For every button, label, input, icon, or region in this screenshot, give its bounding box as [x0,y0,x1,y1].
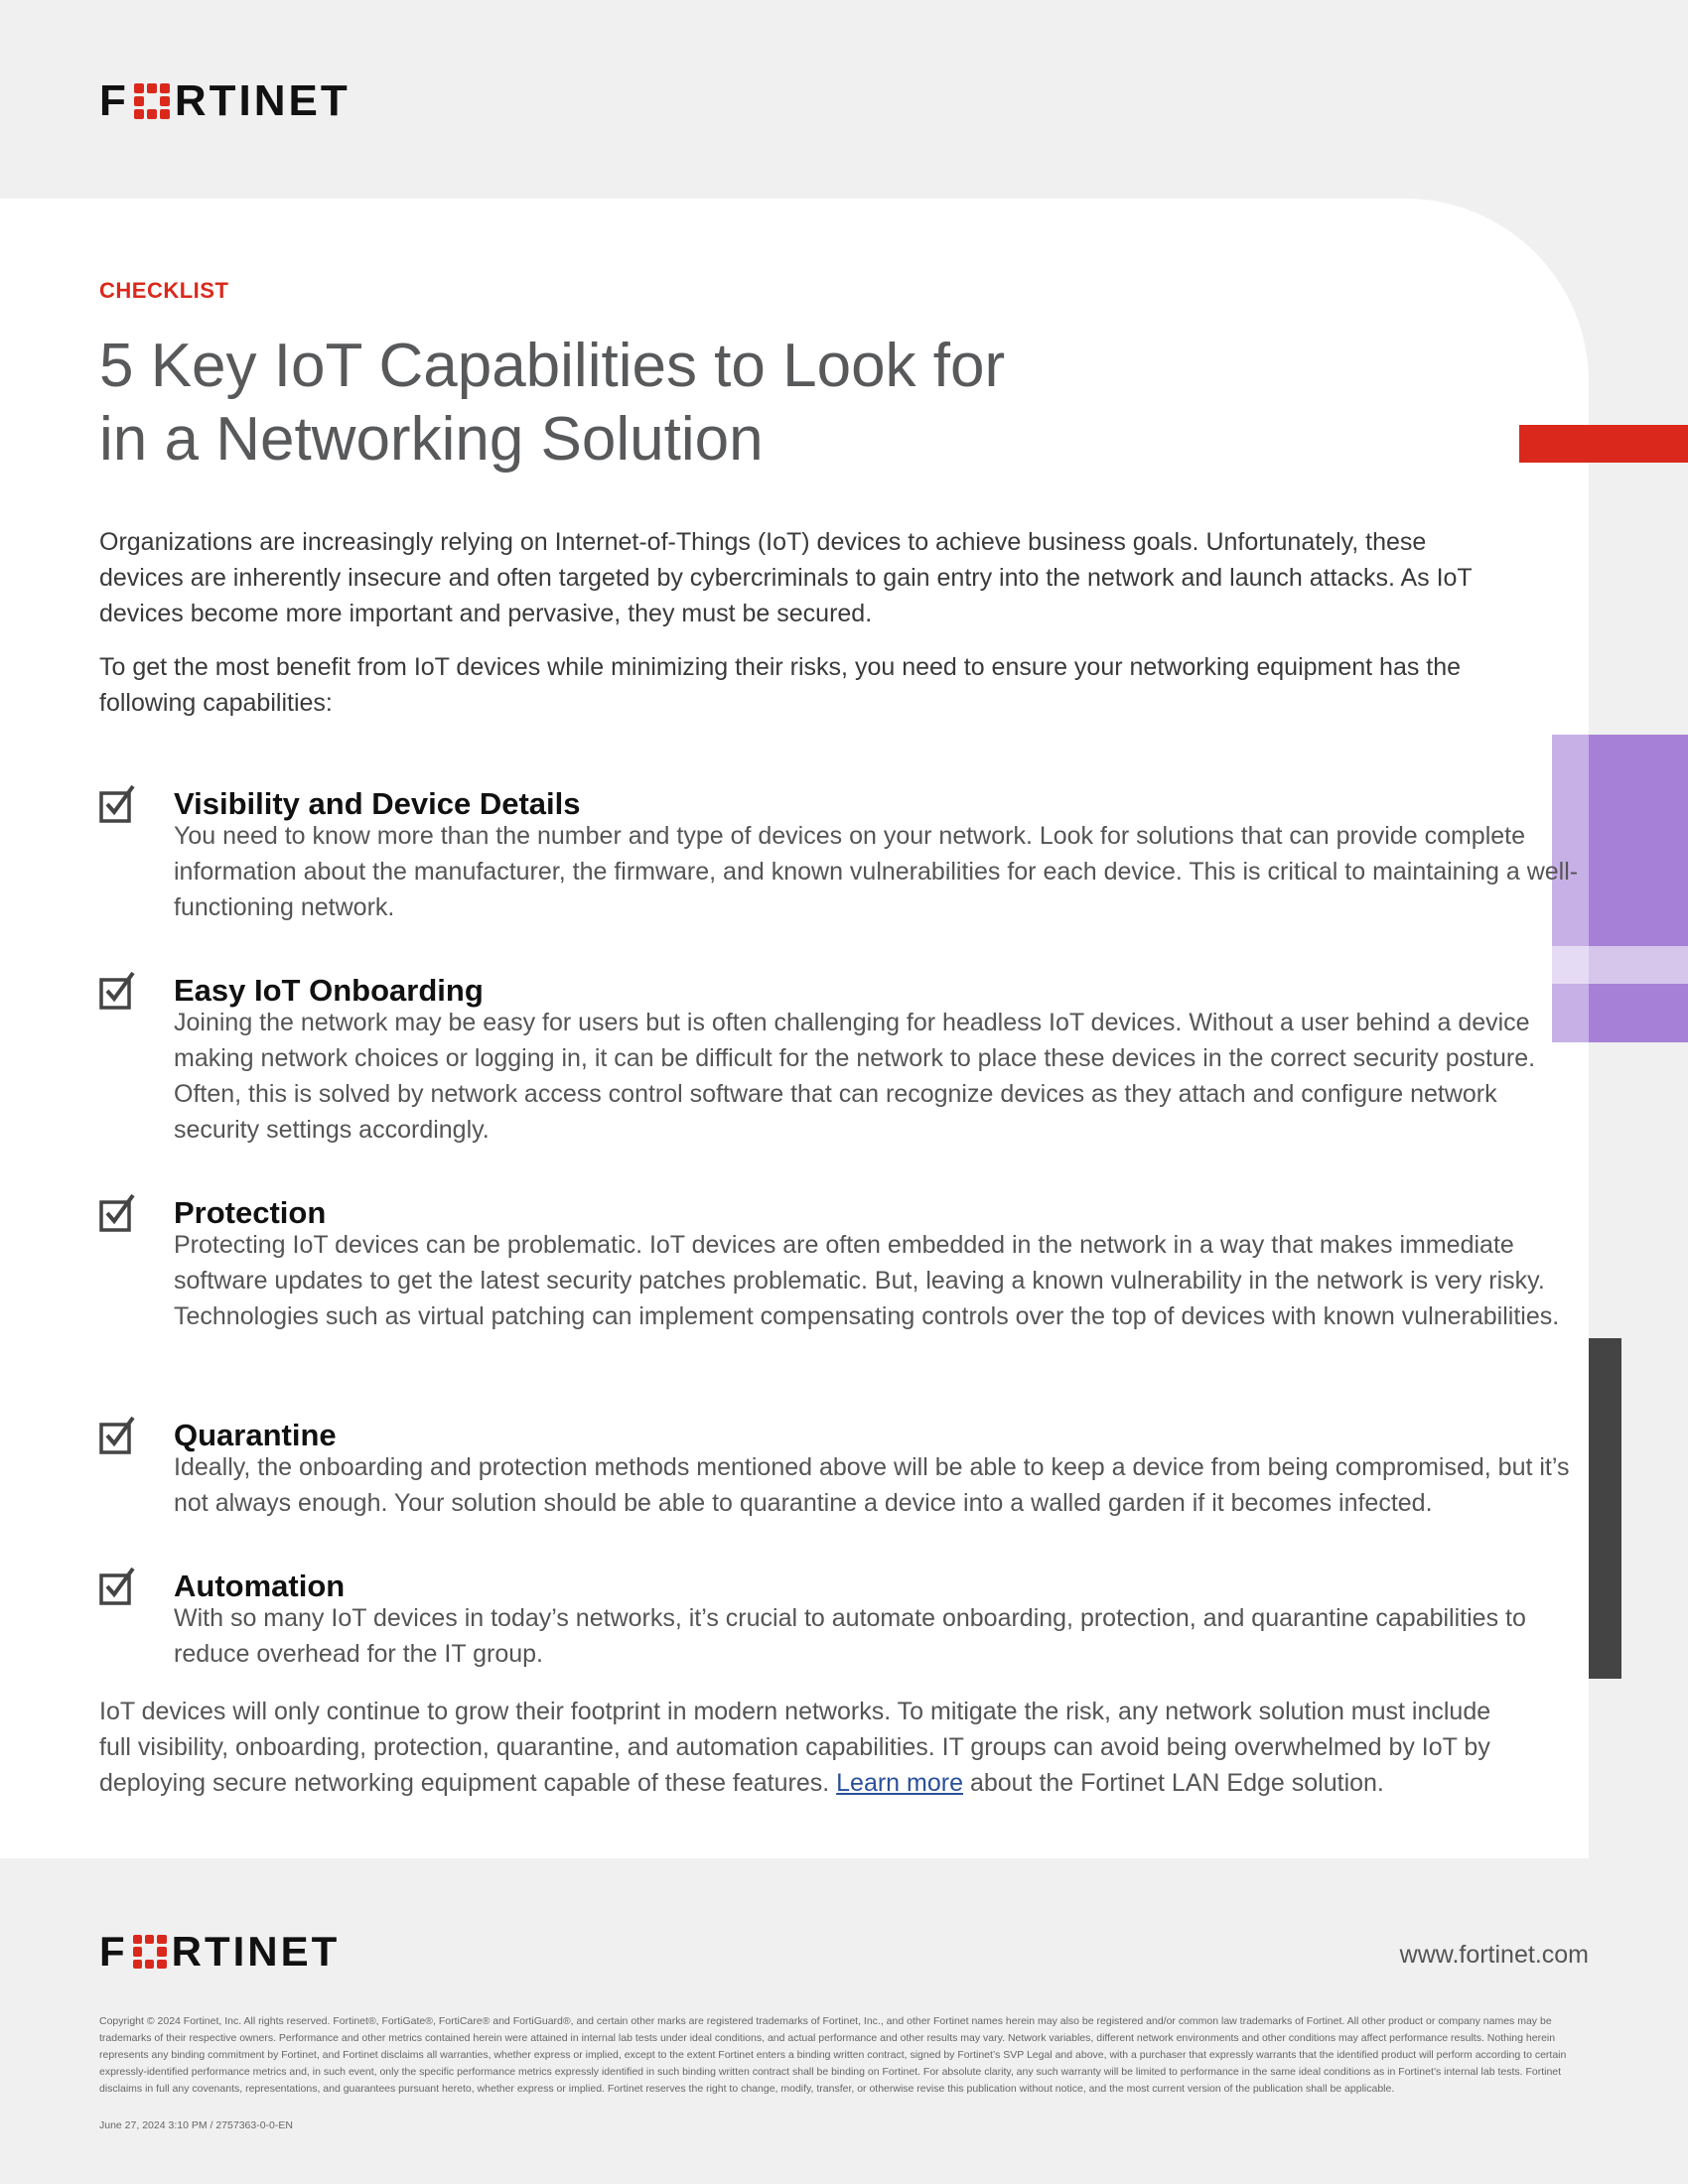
checklist-item-body: With so many IoT devices in today’s networks, it’s crucial to automate onboarding, protection, and quarantine capabilities to reduce overhead for the IT group. [174,1604,1526,1668]
closing-text-end: about the Fortinet LAN Edge solution. [963,1769,1384,1797]
legal-copyright: Copyright © 2024 Fortinet, Inc. All rights reserved. Fortinet®, FortiGate®, FortiCare® and FortiGuard®, and certain other marks are registered trademarks of Fortinet, Inc., and other Fortinet names herein may also be registered and/or common law trademarks of Fortinet. All other product or company names may be trademarks of their respective owners. Performance and other metrics contained herein were attained in internal lab tests under ideal conditions, and actual performance and other results may vary. Network variables, different network environments and other conditions may affect performance results. Nothing herein represents any binding commitment by Fortinet, and Fortinet disclaims all warranties, whether express or implied, except to the extent Fortinet enters a binding written contract, signed by Fortinet’s SVP Legal and above, with a purchaser that expressly warrants that the identified product will perform according to certain expressly-identified performance metrics and, in such event, only the specific performance metrics expressly identified in such binding written contract shall be binding on Fortinet. For absolute clarity, any such warranty will be limited to performance in the same ideal conditions as in Fortinet’s internal lab tests. Fortinet disclaims in full any covenants, representations, and guarantees pursuant hereto, whether express or implied. Fortinet reserves the right to change, modify, transfer, or otherwise revise this publication without notice, and the most current version of the publication shall be applicable. [99,2015,1567,2095]
title-line-2: in a Networking Solution [99,405,764,474]
checklist-item-body: Protecting IoT devices can be problematic. IoT devices are often embedded in the network in a way that makes immediate software updates to get the latest security patches problematic. But, leaving a known vulnerability in the network is very risky. Technologies such as virtual patching can implement compensating controls over the top of devices with known vulnerabilities. [174,1231,1560,1330]
logo-suffix: RTINET [174,76,351,125]
checklist-item-title: Protection [174,1195,327,1230]
checklist-item-title: Visibility and Device Details [174,786,581,821]
purple-accent-stripe [1552,946,1688,984]
intro-paragraph-1: Organizations are increasingly relying on Internet-of-Things (IoT) devices to achieve business goals. Unfortunately, these devices are inherently insecure and often targeted by cybercriminals to gain entry into the network and launch attacks. As IoT devices become more important and pervasive, they must be secured. [99,528,1473,627]
checkbox-checked-icon [99,1193,137,1233]
checklist-item-title: Automation [174,1569,346,1603]
closing-text: IoT devices will only continue to grow their footprint in modern networks. To mitigate the risk, any network solution must include full visibility, onboarding, protection, quarantine, and automation capabilities. IT groups can avoid being overwhelmed by IoT by deploying secure networking equipment capable of these features. [99,1698,1491,1797]
red-accent-bar [1519,425,1688,463]
checklist-item-title: Easy IoT Onboarding [174,973,484,1008]
checkbox-checked-icon [99,784,137,824]
checklist-item-title: Quarantine [174,1418,337,1452]
checklist-item-body: Joining the network may be easy for users but is often challenging for headless IoT devices. Without a user behind a device making network choices or logging in, it can be difficult for the network to place these devices in the correct security posture. Often, this is solved by network access control software that can recognize devices as they attach and configure network security settings accordingly. [174,1009,1536,1144]
gray-accent-bar [1589,1338,1621,1679]
fortinet-logo-footer [99,1928,341,1975]
checkbox-checked-icon [99,1567,137,1606]
fortinet-grid-icon [133,1935,167,1969]
learn-more-link[interactable]: Learn more [836,1769,963,1797]
checkbox-checked-icon [99,971,137,1011]
page-title [99,330,1092,477]
fortinet-grid-icon [134,83,170,119]
logo-suffix: RTINET [171,1928,341,1975]
publication-dateline: June 27, 2024 3:10 PM / 2757363-0-0-EN [99,2119,293,2131]
logo-prefix: F [99,1928,128,1975]
checkbox-checked-icon [99,1416,137,1455]
checklist-item-body: Ideally, the onboarding and protection methods mentioned above will be able to keep a device from being compromised, but it’s not always enough. Your solution should be able to quarantine a device into a walled garden if it becomes infected. [174,1453,1570,1517]
eyebrow-label: CHECKLIST [99,278,229,303]
logo-prefix: F [99,76,129,125]
intro-paragraph-2: To get the most benefit from IoT devices while minimizing their risks, you need to ensure your networking equipment has the following capabilities: [99,653,1462,717]
fortinet-logo-header [99,76,351,125]
website-url: www.fortinet.com [1399,1941,1589,1969]
purple-accent-inner [1589,735,1688,1042]
checklist-item-body: You need to know more than the number and type of devices on your network. Look for solutions that can provide complete information about the manufacturer, the firmware, and known vulnerabilities for each device. This is critical to maintaining a well-functioning network. [174,822,1579,921]
closing-paragraph [99,1694,1509,1801]
title-line-1: 5 Key IoT Capabilities to Look for [99,332,1006,400]
